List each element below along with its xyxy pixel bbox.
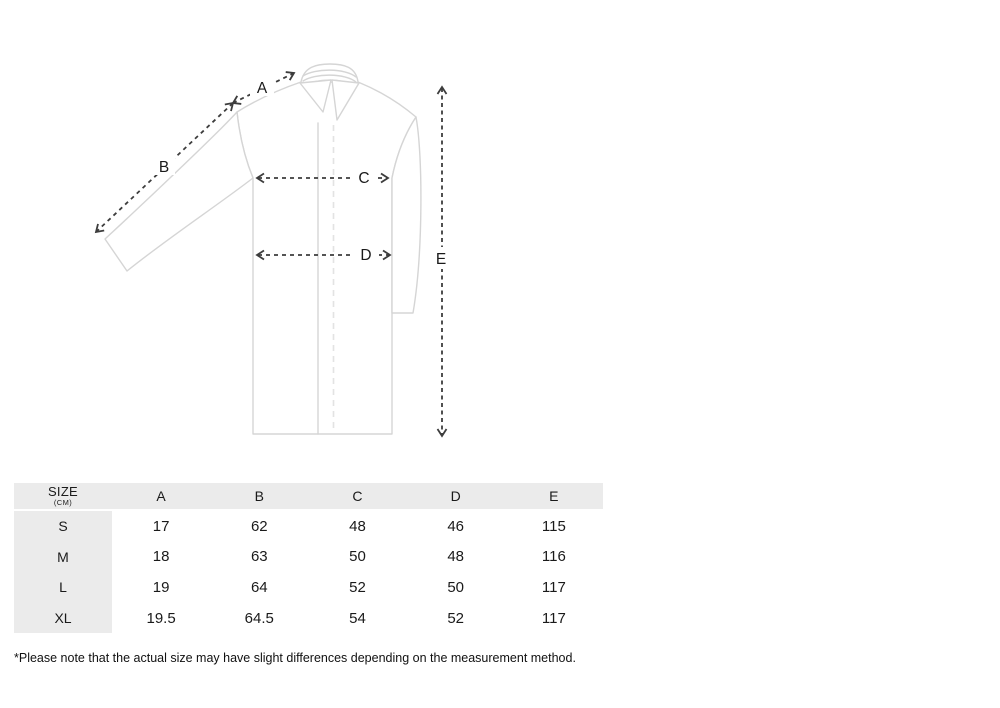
- table-value: 46: [407, 511, 505, 542]
- size-row-label: S: [14, 511, 112, 542]
- table-value: 48: [407, 542, 505, 573]
- measure-label-b: B: [158, 159, 170, 176]
- measurement-footnote: *Please note that the actual size may have slight differences depending on the measurement method.: [14, 651, 576, 665]
- table-value: 48: [308, 511, 406, 542]
- table-value: 115: [505, 511, 603, 542]
- table-value: 62: [210, 511, 308, 542]
- size-table-header-e: E: [505, 483, 603, 509]
- size-table: [14, 483, 603, 633]
- size-header-label: SIZE: [47, 484, 79, 500]
- table-value: 52: [407, 603, 505, 634]
- table-value: 117: [505, 572, 603, 603]
- table-value: 117: [505, 603, 603, 634]
- measure-label-e: E: [435, 251, 447, 268]
- table-value: 52: [308, 572, 406, 603]
- table-value: 50: [407, 572, 505, 603]
- measure-label-c: C: [358, 170, 370, 187]
- measure-label-a: A: [256, 80, 268, 97]
- table-value: 50: [308, 542, 406, 573]
- garment-left-sleeve: [105, 112, 253, 271]
- measure-label-d: D: [360, 247, 372, 264]
- size-table-header-c: C: [308, 483, 406, 509]
- table-value: 64: [210, 572, 308, 603]
- size-row-label: M: [14, 542, 112, 573]
- table-value: 19.5: [112, 603, 210, 634]
- size-table-header-size: [14, 483, 112, 509]
- size-table-header-a: A: [112, 483, 210, 509]
- garment-body: [237, 82, 416, 434]
- size-row-label: XL: [14, 603, 112, 634]
- table-value: 18: [112, 542, 210, 573]
- table-value: 17: [112, 511, 210, 542]
- size-row-label: L: [14, 572, 112, 603]
- table-value: 54: [308, 603, 406, 634]
- unit-header-label: (CM): [53, 498, 73, 508]
- size-table-header-b: B: [210, 483, 308, 509]
- table-value: 64.5: [210, 603, 308, 634]
- table-value: 19: [112, 572, 210, 603]
- table-value: 63: [210, 542, 308, 573]
- size-table-header-d: D: [407, 483, 505, 509]
- table-value: 116: [505, 542, 603, 573]
